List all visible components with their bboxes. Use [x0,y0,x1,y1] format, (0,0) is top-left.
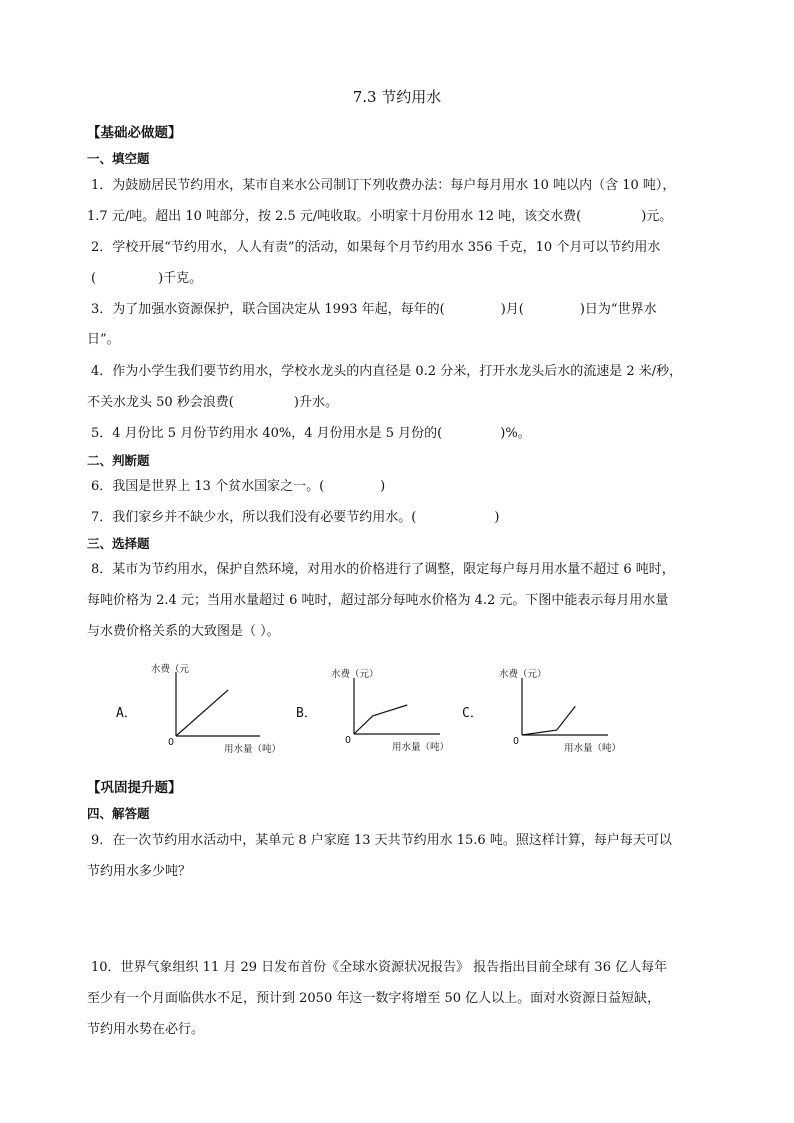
chart-a-xlabel: 用水量（吨） [224,744,282,755]
q2-open-paren: ( [91,271,97,286]
q7-text: 7．我们家乡并不缺少水，所以我们没有必要节约用水。( [91,510,417,525]
q3-line1 [91,302,657,318]
q3-line2: 日”。 [87,332,120,347]
q2-line2 [91,271,202,287]
chart-c-series-line [522,706,575,735]
q4-line2-text: 不关水龙头 50 秒会浪费( [87,395,234,410]
section-advance: 【巩固提升题】 [87,780,182,796]
option-c-chart[interactable] [496,662,636,758]
q8-line1: 8．某市为节约用水，保护自然环境，对用水的价格进行了调整，限定每户每月用水量不超过 6 吨时， [91,562,675,577]
q4-line1: 4．作为小学生我们要节约用水，学校水龙头的内直径是 0.2 分米，打开水龙头后水的流速是 2 米/秒， [91,364,683,379]
chart-c-ylabel: 水费（元） [499,669,547,680]
q1-line2-unit: )元。 [641,209,673,224]
q5-line [91,426,531,442]
chart-a-ylabel: 水费（元 [151,664,190,675]
q6-text: 6．我国是世界上 13 个贫水国家之一。( [91,479,325,494]
option-b-label[interactable]: B． [296,706,317,721]
chart-a-origin: 0 [168,737,175,748]
heading-choice: 三、选择题 [87,536,150,551]
q3-line1-end: )日为“世界水 [579,302,657,317]
q4-line2 [87,395,338,411]
q10-line3: 节约用水势在必行。 [87,1022,205,1037]
q9-line2: 节约用水多少吨？ [87,864,192,879]
q1-line2 [87,209,672,225]
chart-b-origin: 0 [345,735,352,746]
q7-close-paren: ) [494,510,500,525]
q7-line [91,510,499,526]
heading-fill-blank: 一、填空题 [87,151,150,166]
chart-c-xlabel: 用水量（吨） [564,743,622,754]
q6-close-paren: ) [380,479,386,494]
chart-b-series-line [354,705,407,734]
q9-line1: 9．在一次节约用水活动中，某单元 8 户家庭 13 天共节约用水 15.6 吨。照这样计算，每户每天可以 [91,833,672,848]
q3-month-label: )月( [500,302,524,317]
q10-line1: 10．世界气象组织 11 月 29 日发布首份《全球水资源状况报告》 报告指出目前全球有 36 亿人每年 [91,960,668,975]
option-c-label[interactable]: C． [462,706,483,721]
option-a-label[interactable]: A． [116,706,137,721]
option-b-chart[interactable] [328,662,468,758]
page-title: 7.3 节约用水 [352,88,442,106]
heading-judge: 二、判断题 [87,453,150,468]
q1-line1: 1．为鼓励居民节约用水，某市自来水公司制订下列收费办法：每户每月用水 10 吨以内（含 10 吨）， [91,178,676,193]
q2-line1: 2．学校开展“节约用水，人人有责”的活动，如果每个月节约用水 356 千克，10 个月可以节约用水 [91,240,661,255]
q8-line3: 与水费价格关系的大致图是（ ）。 [87,624,280,639]
q5-unit: )%。 [500,426,531,441]
q4-line2-unit: )升水。 [293,395,338,410]
option-a-chart[interactable] [148,658,288,758]
q8-line2: 每吨价格为 2.4 元；当用水量超过 6 吨时，超过部分每吨水价格为 4.2 元。下图中能表示每月用水量 [87,593,669,608]
section-basic: 【基础必做题】 [87,125,182,141]
chart-c-origin: 0 [513,736,520,747]
q10-line2: 至少有一个月面临供水不足，预计到 2050 年这一数字将增至 50 亿人以上。面对水资源日益短缺， [87,991,661,1006]
q6-line [91,479,385,495]
chart-b-ylabel: 水费（元） [331,669,379,680]
q2-line2-unit: )千克。 [158,271,203,286]
q5-text: 5．4 月份比 5 月份节约用水 40%，4 月份用水是 5 月份的( [91,426,443,441]
heading-solve: 四、解答题 [87,806,150,821]
q3-line1-text: 3．为了加强水资源保护，联合国决定从 1993 年起，每年的( [91,302,445,317]
chart-a-series-line [176,690,228,736]
q1-line2-text: 1.7 元/吨。超出 10 吨部分，按 2.5 元/吨收取。小明家十月份用水 12 吨，该交水费( [87,209,582,224]
chart-b-xlabel: 用水量（吨） [392,742,450,753]
